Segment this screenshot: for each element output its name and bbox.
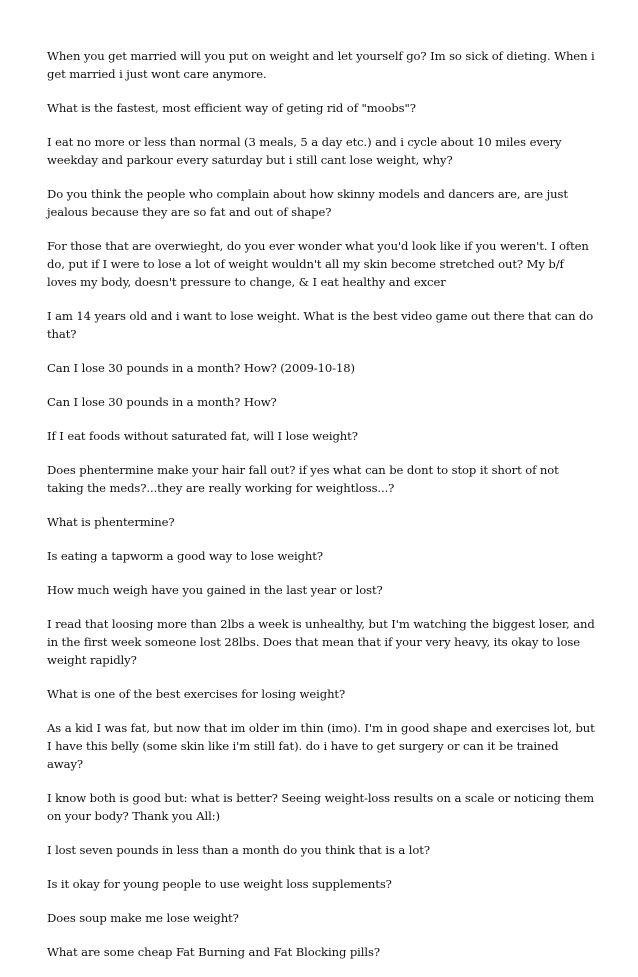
paragraph: Can I lose 30 pounds in a month? How? (2009-10-18) — [47, 361, 355, 375]
paragraph: I am 14 years old and i want to lose weight. What is the best video game out there that can do that? — [47, 309, 594, 341]
paragraph: What is phentermine? — [47, 515, 175, 529]
paragraph: Does phentermine make your hair fall out? if yes what can be dont to stop it short of not taking the meds?...they are really working for weightloss...? — [47, 463, 559, 495]
paragraph: What is one of the best exercises for losing weight? — [47, 687, 346, 701]
paragraph: When you get married will you put on weight and let yourself go? Im so sick of dieting. When i get married i just wont care anymore. — [47, 49, 595, 81]
paragraph: If I eat foods without saturated fat, will I lose weight? — [47, 429, 358, 443]
paragraph: Is it okay for young people to use weight loss supplements? — [47, 877, 392, 891]
paragraph: How much weigh have you gained in the last year or lost? — [47, 583, 383, 597]
paragraph: I know both is good but: what is better? Seeing weight-loss results on a scale or noticing them on your body? Thank you All:) — [47, 791, 595, 823]
paragraph: I read that loosing more than 2lbs a week is unhealthy, but I'm watching the biggest loser, and in the first week someone lost 28lbs. Does that mean that if your very heavy, its okay to lose weight rapidly? — [47, 617, 595, 667]
paragraph: Do you think the people who complain about how skinny models and dancers are, are just jealous because they are so fat and out of shape? — [47, 187, 568, 219]
paragraph: For those that are overwieght, do you ever wonder what you'd look like if you weren't. I often do, put if I were to lose a lot of weight wouldn't all my skin become stretched out? My b/f loves my body, doesn't pressure to change, & I eat healthy and excer — [47, 239, 589, 289]
paragraph: Does soup make me lose weight? — [47, 911, 239, 925]
paragraph: Is eating a tapworm a good way to lose weight? — [47, 549, 323, 563]
paragraph: What is the fastest, most efficient way of geting rid of "moobs"? — [47, 101, 416, 115]
document-page — [47, 47, 595, 977]
paragraph: I eat no more or less than normal (3 meals, 5 a day etc.) and i cycle about 10 miles every weekday and parkour every saturday but i still cant lose weight, why? — [47, 135, 562, 167]
paragraph: Can I lose 30 pounds in a month? How? — [47, 395, 277, 409]
paragraph: I lost seven pounds in less than a month do you think that is a lot? — [47, 843, 430, 857]
paragraph: As a kid I was fat, but now that im older im thin (imo). I'm in good shape and exercises lot, but I have this belly (some skin like i'm still fat). do i have to get surgery or can it be trained away? — [47, 721, 595, 771]
paragraph: What are some cheap Fat Burning and Fat Blocking pills? — [47, 945, 380, 959]
